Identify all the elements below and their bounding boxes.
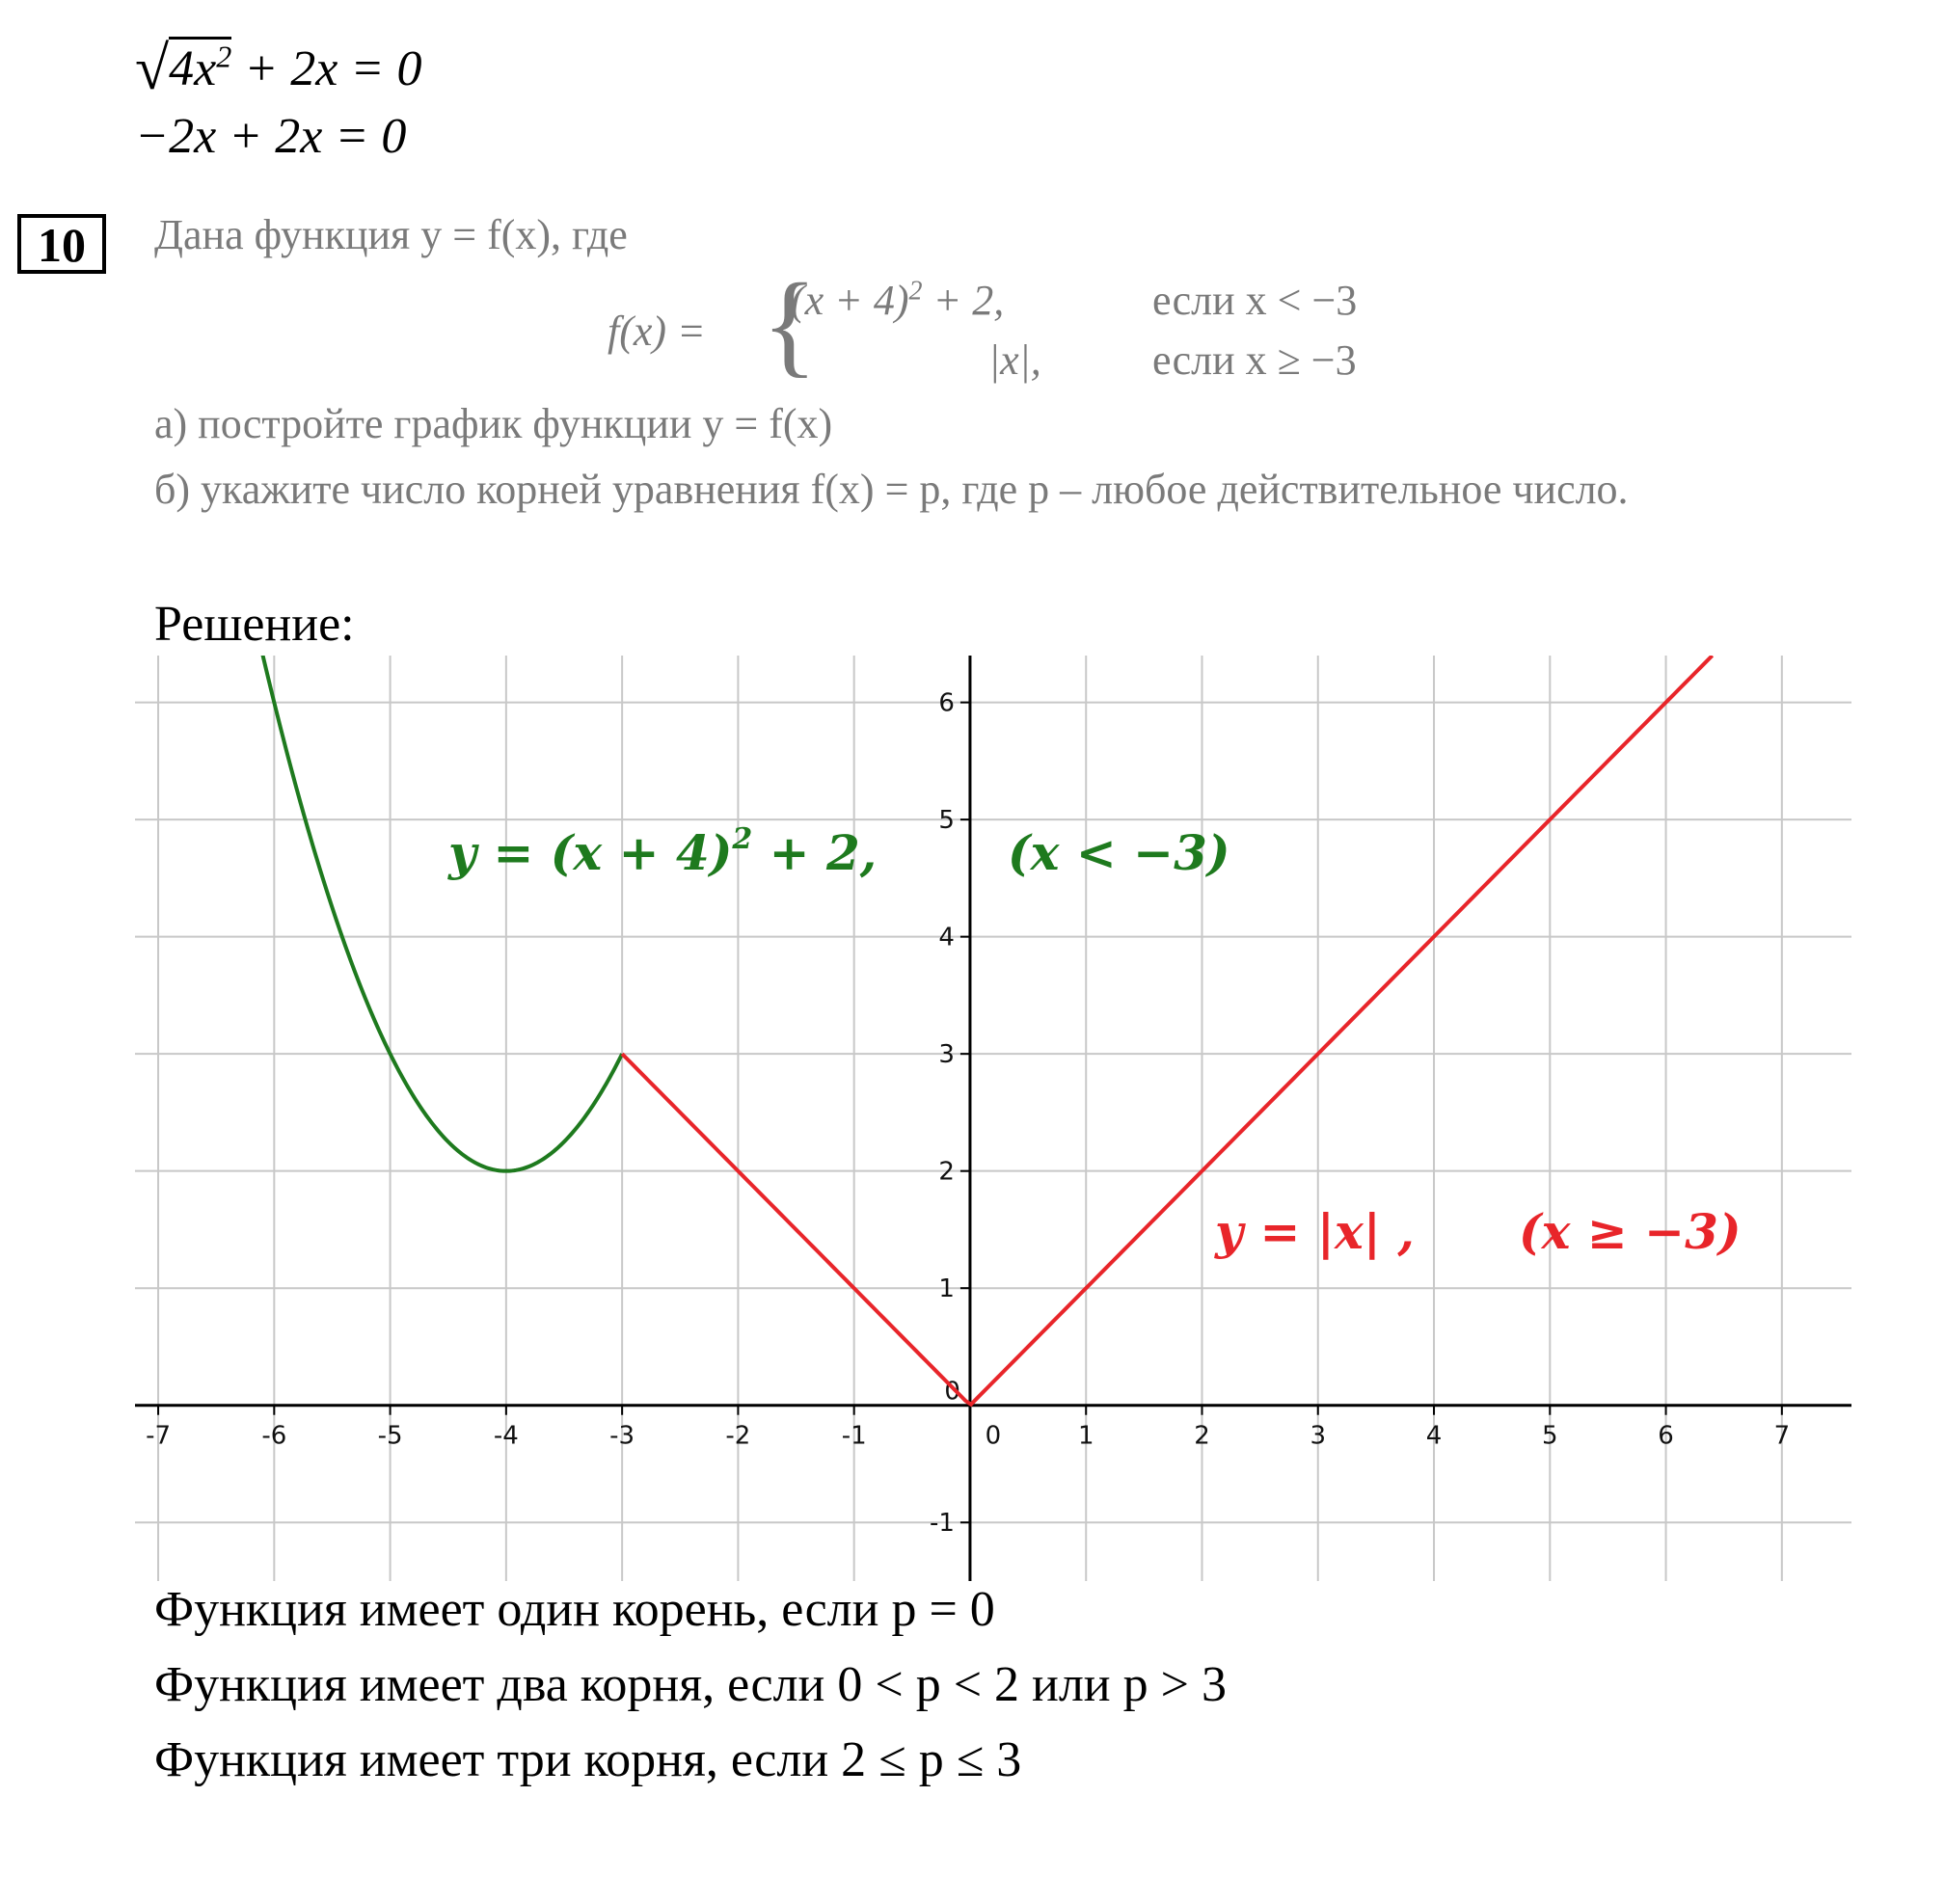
y-tick-label-3: 3 (938, 1040, 955, 1070)
y-tick-label-6: 6 (938, 688, 955, 718)
series-line-1 (622, 656, 1713, 1405)
x-tick-label--1: -1 (841, 1421, 867, 1451)
annotations (447, 822, 1742, 1261)
x-tick-label-6: 6 (1658, 1421, 1674, 1451)
red-series-condition: (x ≥ −3) (1519, 1203, 1742, 1260)
function-graph (135, 656, 1851, 1581)
conclusion-three-roots: Функция имеет три корня, если 2 ≤ p ≤ 3 (154, 1732, 1022, 1787)
case-1-base: (x + 4) (791, 277, 909, 324)
y-tick-label-0: 0 (944, 1377, 960, 1407)
radicand-exponent: 2 (216, 39, 232, 74)
part-a: а) постройте график функции y = f(x) (154, 400, 833, 447)
radical-sign: √ (135, 34, 170, 102)
x-tick-label-1: 1 (1077, 1421, 1094, 1451)
x-tick-label--6: -6 (261, 1421, 287, 1451)
series-line-0 (262, 656, 622, 1171)
y-tick-label--1: -1 (930, 1509, 955, 1539)
y-tick-label-2: 2 (938, 1157, 955, 1187)
radicand (169, 37, 231, 96)
case-2-condition: если x ≥ −3 (1152, 336, 1357, 384)
piecewise-brace: { (762, 259, 818, 388)
definition-lhs: f(x) = (608, 308, 706, 355)
y-tick-label-5: 5 (938, 806, 955, 836)
x-tick-label-4: 4 (1425, 1421, 1443, 1451)
case-1-exponent: 2 (908, 276, 923, 307)
green-series-condition: (x < −3) (1008, 824, 1230, 881)
case-1-condition: если x < −3 (1152, 277, 1358, 324)
x-tick-label-0: 0 (985, 1421, 1002, 1451)
x-tick-label--2: -2 (725, 1421, 751, 1451)
x-tick-label--4: -4 (493, 1421, 519, 1451)
x-tick-label-2: 2 (1194, 1421, 1210, 1451)
equation-line-2: −2x + 2x = 0 (135, 109, 407, 164)
equation-line-1-rest: + 2x = 0 (244, 41, 422, 96)
x-tick-label--5: -5 (377, 1421, 403, 1451)
radicand-base: 4x (169, 41, 217, 96)
conclusion-one-root: Функция имеет один корень, если p = 0 (154, 1582, 995, 1637)
tick-labels (146, 689, 1790, 1539)
series (262, 656, 1712, 1405)
x-tick-label-3: 3 (1310, 1421, 1327, 1451)
case-1-tail: + 2, (922, 277, 1005, 324)
equation-line-1 (135, 29, 421, 100)
x-tick-label--3: -3 (609, 1421, 635, 1451)
case-2-expression: |x|, (988, 336, 1041, 384)
task-intro: Дана функция y = f(x), где (154, 211, 628, 258)
case-1-expression (791, 276, 1004, 325)
solution-heading: Решение: (154, 597, 355, 652)
y-tick-label-4: 4 (938, 923, 955, 952)
green-series-label: $y = (x + 4)^2 + 2$, (448, 822, 878, 881)
x-tick-label-5: 5 (1542, 1421, 1558, 1451)
x-tick-label-7: 7 (1773, 1421, 1791, 1451)
y-tick-label-1: 1 (938, 1274, 955, 1304)
conclusion-two-roots: Функция имеет два корня, если 0 < p < 2 или p > 3 (154, 1657, 1227, 1712)
task-number-box: 10 (17, 214, 106, 274)
x-tick-label--7: -7 (146, 1421, 172, 1451)
part-b: б) укажите число корней уравнения f(x) = p, где p – любое действительное число. (154, 466, 1629, 513)
red-series-label: y = |x| , (1215, 1203, 1415, 1260)
